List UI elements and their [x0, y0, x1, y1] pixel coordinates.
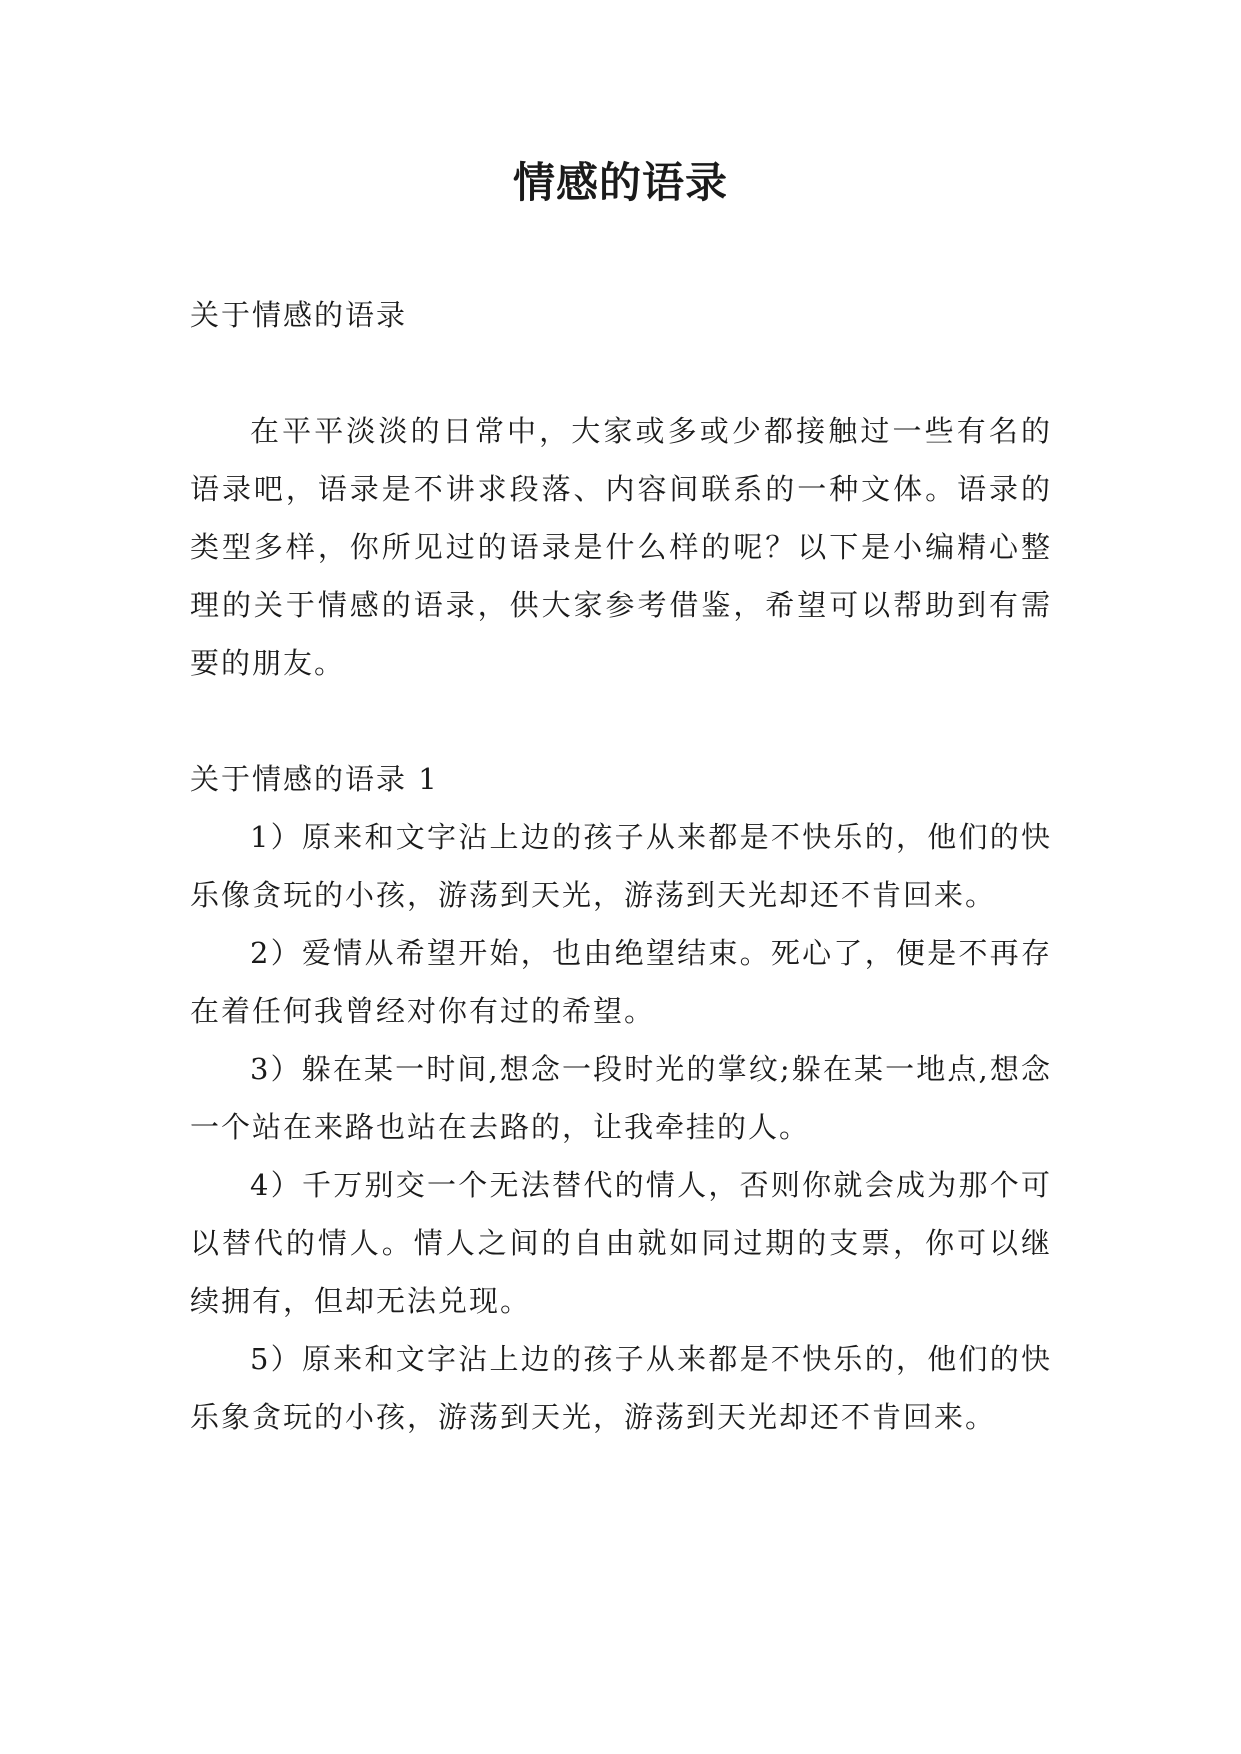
quote-item: 5）原来和文字沾上边的孩子从来都是不快乐的，他们的快乐象贪玩的小孩，游荡到天光，游荡到天光却还不肯回来。 — [190, 1342, 1052, 1434]
section-heading: 关于情感的语录 1 — [190, 762, 439, 796]
document-subtitle: 关于情感的语录 — [190, 298, 408, 332]
quote-item: 3）躲在某一时间,想念一段时光的掌纹;躲在某一地点,想念一个站在来路也站在去路的，让我牵挂的人。 — [190, 1052, 1052, 1144]
quote-item: 2）爱情从希望开始，也由绝望结束。死心了，便是不再存在着任何我曾经对你有过的希望。 — [190, 936, 1052, 1028]
intro-paragraph: 在平平淡淡的日常中，大家或多或少都接触过一些有名的语录吧，语录是不讲求段落、内容间联系的一种文体。语录的类型多样，你所见过的语录是什么样的呢？以下是小编精心整理的关于情感的语录，供大家参考借鉴，希望可以帮助到有需要的朋友。 — [190, 414, 1052, 680]
document-body — [190, 286, 1052, 1446]
quote-item: 4）千万别交一个无法替代的情人，否则你就会成为那个可以替代的情人。情人之间的自由就如同过期的支票，你可以继续拥有，但却无法兑现。 — [190, 1168, 1052, 1318]
document-title: 情感的语录 — [512, 158, 728, 207]
quote-item: 1）原来和文字沾上边的孩子从来都是不快乐的，他们的快乐像贪玩的小孩，游荡到天光，游荡到天光却还不肯回来。 — [190, 820, 1052, 912]
